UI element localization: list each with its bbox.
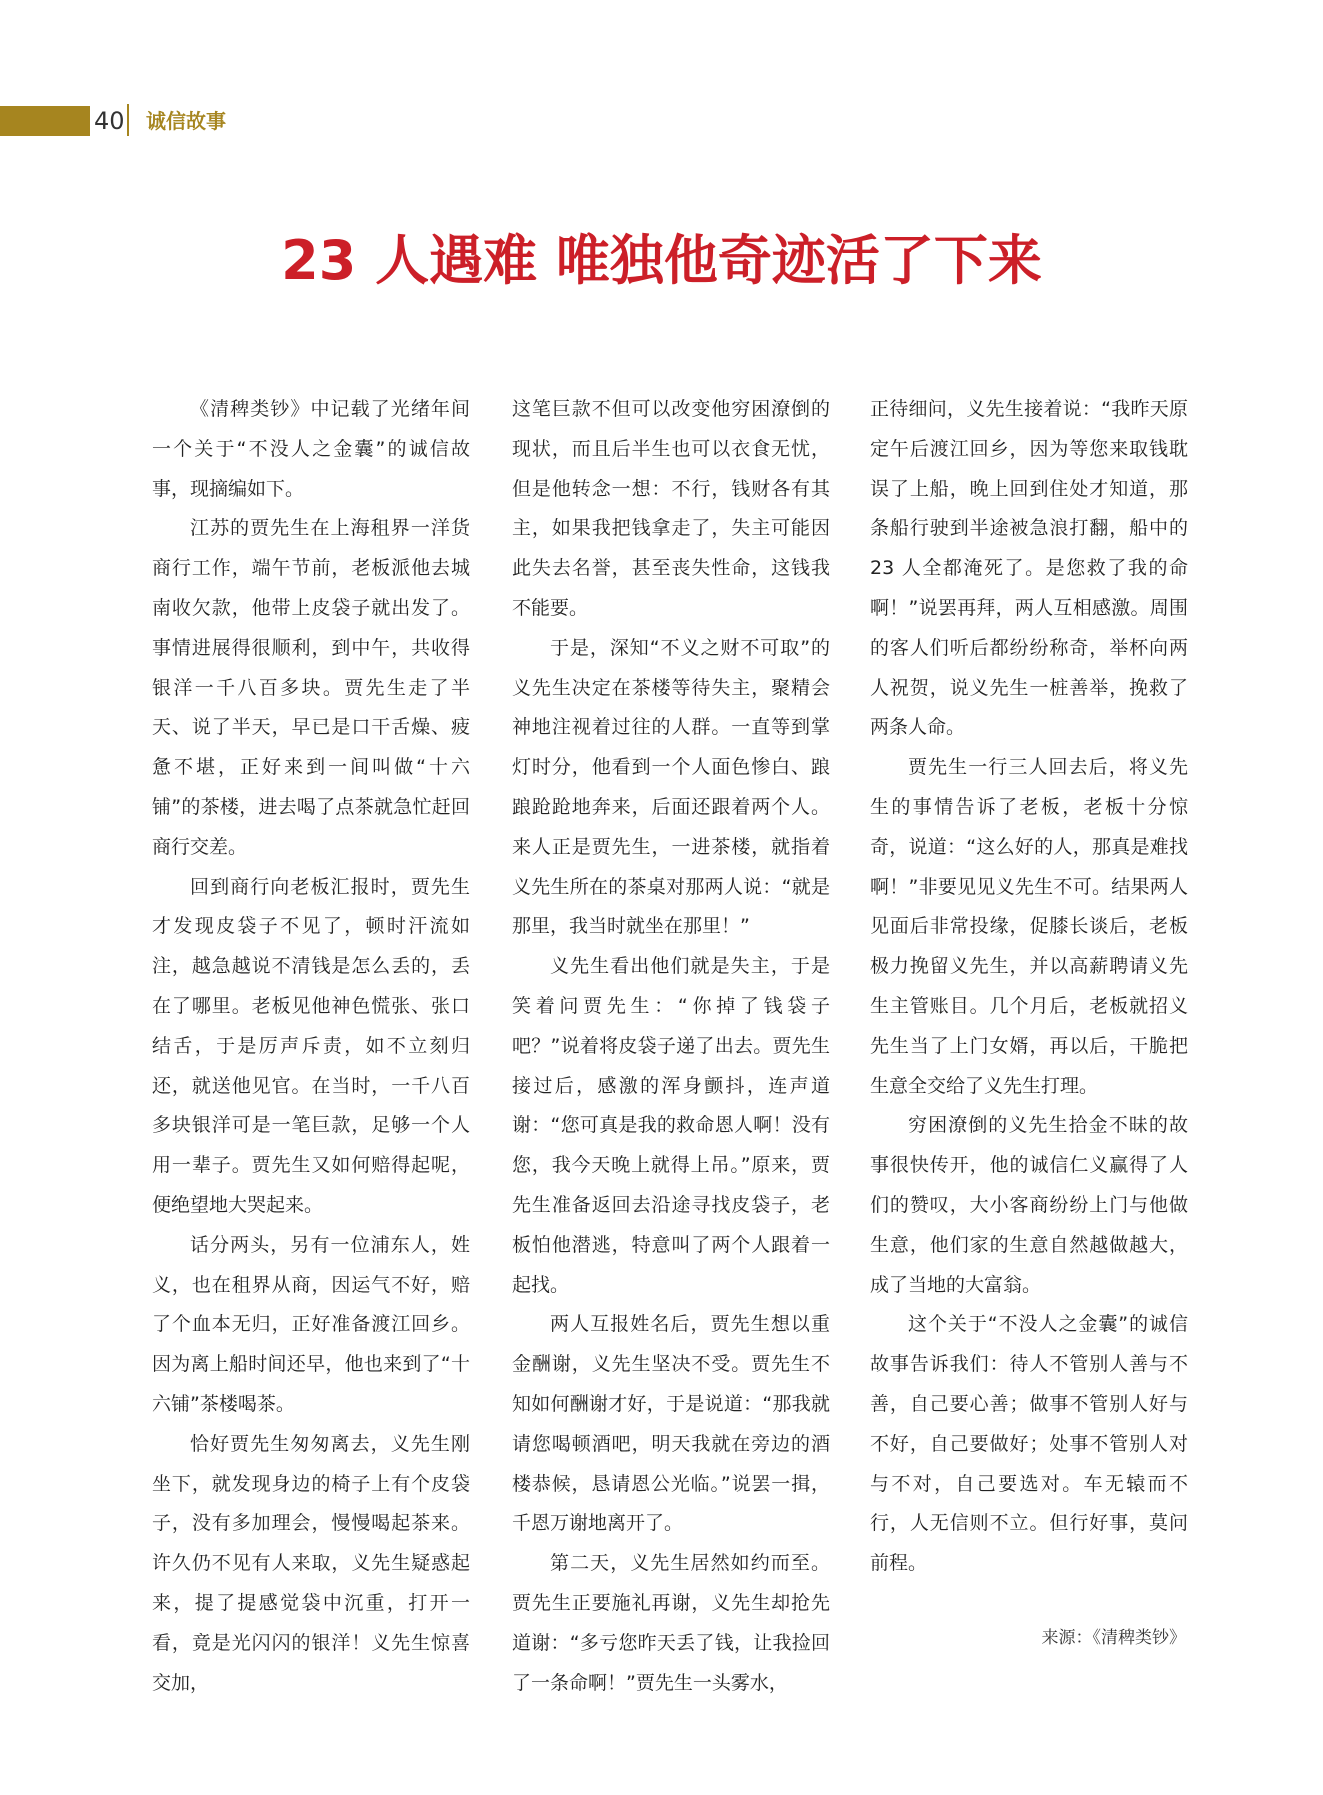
paragraph: 回到商行向老板汇报时，贾先生才发现皮袋子不见了，顿时汗流如注，越急越说不清钱是怎么丢的，丢在了哪里。老板见他神色慌张、张口结舌，于是厉声斥责，如不立刻归还，就送他见官。在当时，一千八百多块银洋可是一笔巨款，足够一个人用一辈子。贾先生又如何赔得起呢，便绝望地大哭起来。 — [152, 875, 470, 1216]
paragraph: 穷困潦倒的义先生拾金不昧的故事很快传开，他的诚信仁义赢得了人们的赞叹，大小客商纷纷上门与他做生意，他们家的生意自然越做越大，成了当地的大富翁。 — [870, 1114, 1188, 1296]
article-title: 23 人遇难 唯独他奇迹活了下来 — [281, 229, 1042, 292]
paragraph: 两人互报姓名后，贾先生想以重金酬谢，义先生坚决不受。贾先生不知如何酬谢才好，于是说道：“那我就请您喝顿酒吧，明天我就在旁边的酒楼恭候，恳请恩公光临。”说罢一揖，千恩万谢地离开了。 — [512, 1313, 830, 1535]
paragraph: 义先生看出他们就是失主，于是笑着问贾先生：“你掉了钱袋子吧？”说着将皮袋子递了出去。贾先生接过后，感激的浑身颤抖，连声道谢：“您可真是我的救命恩人啊！没有您，我今天晚上就得上吊。”原来，贾先生准备返回去沿途寻找皮袋子，老板怕他潜逃，特意叫了两个人跟着一起找。 — [512, 955, 830, 1296]
paragraph: 于是，深知“不义之财不可取”的义先生决定在茶楼等待失主，聚精会神地注视着过往的人群。一直等到掌灯时分，他看到一个人面色惨白、踉踉跄跄地奔来，后面还跟着两个人。来人正是贾先生，一进茶楼，就指着义先生所在的茶桌对那两人说：“就是那里，我当时就坐在那里！” — [512, 636, 830, 938]
paragraph: 《清稗类钞》中记载了光绪年间一个关于“不没人之金囊”的诚信故事，现摘编如下。 — [152, 398, 470, 500]
text-column-3 — [870, 390, 1188, 1584]
paragraph: 这笔巨款不但可以改变他穷困潦倒的现状，而且后半生也可以衣食无忧，但是他转念一想：不行，钱财各有其主，如果我把钱拿走了，失主可能因此失去名誉，甚至丧失性命，这钱我不能要。 — [512, 398, 830, 619]
paragraph: 贾先生一行三人回去后，将义先生的事情告诉了老板，老板十分惊奇，说道：“这么好的人，那真是难找啊！”非要见见义先生不可。结果两人见面后非常投缘，促膝长谈后，老板极力挽留义先生，并以高薪聘请义先生主管账目。几个月后，老板就招义先生当了上门女婿，再以后，干脆把生意全交给了义先生打理。 — [870, 756, 1188, 1097]
paragraph: 正待细问，义先生接着说：“我昨天原定午后渡江回乡，因为等您来取钱耽误了上船，晚上回到住处才知道，那条船行驶到半途被急浪打翻，船中的 23 人全都淹死了。是您救了我的命啊！”说罢再拜，两人互相感激。周围的客人们听后都纷纷称奇，举杯向两人祝贺，说义先生一桩善举，挽救了两条人命。 — [870, 398, 1188, 739]
source-credit: 来源：《清稗类钞》 — [1041, 1628, 1186, 1648]
paragraph: 这个关于“不没人之金囊”的诚信故事告诉我们：待人不管别人善与不善，自己要心善；做事不管别人好与不好，自己要做好；处事不管别人对与不对，自己要选对。车无辕而不行，人无信则不立。但行好事，莫问前程。 — [870, 1313, 1188, 1575]
paragraph: 恰好贾先生匆匆离去，义先生刚坐下，就发现身边的椅子上有个皮袋子，没有多加理会，慢慢喝起茶来。许久仍不见有人来取，义先生疑惑起来，提了提感觉袋中沉重，打开一看，竟是光闪闪的银洋！义先生惊喜交加， — [152, 1432, 470, 1694]
paragraph: 江苏的贾先生在上海租界一洋货商行工作，端午节前，老板派他去城南收欠款，他带上皮袋子就出发了。事情进展得很顺利，到中午，共收得银洋一千八百多块。贾先生走了半天、说了半天，早已是口干舌燥、疲惫不堪，正好来到一间叫做“十六铺”的茶楼，进去喝了点茶就急忙赶回商行交差。 — [152, 517, 470, 858]
text-column-1 — [152, 390, 470, 1703]
paragraph: 第二天，义先生居然如约而至。贾先生正要施礼再谢，义先生却抢先道谢：“多亏您昨天丢了钱，让我捡回了一条命啊！”贾先生一头雾水， — [512, 1552, 830, 1694]
page-number: 40 — [94, 107, 125, 135]
header-accent-bar — [0, 106, 90, 136]
section-title: 诚信故事 — [146, 109, 226, 133]
text-column-2 — [512, 390, 830, 1703]
paragraph: 话分两头，另有一位浦东人，姓义，也在租界从商，因运气不好，赔了个血本无归，正好准备渡江回乡。因为离上船时间还早，他也来到了“十六铺”茶楼喝茶。 — [152, 1233, 470, 1415]
header-divider — [127, 104, 129, 136]
